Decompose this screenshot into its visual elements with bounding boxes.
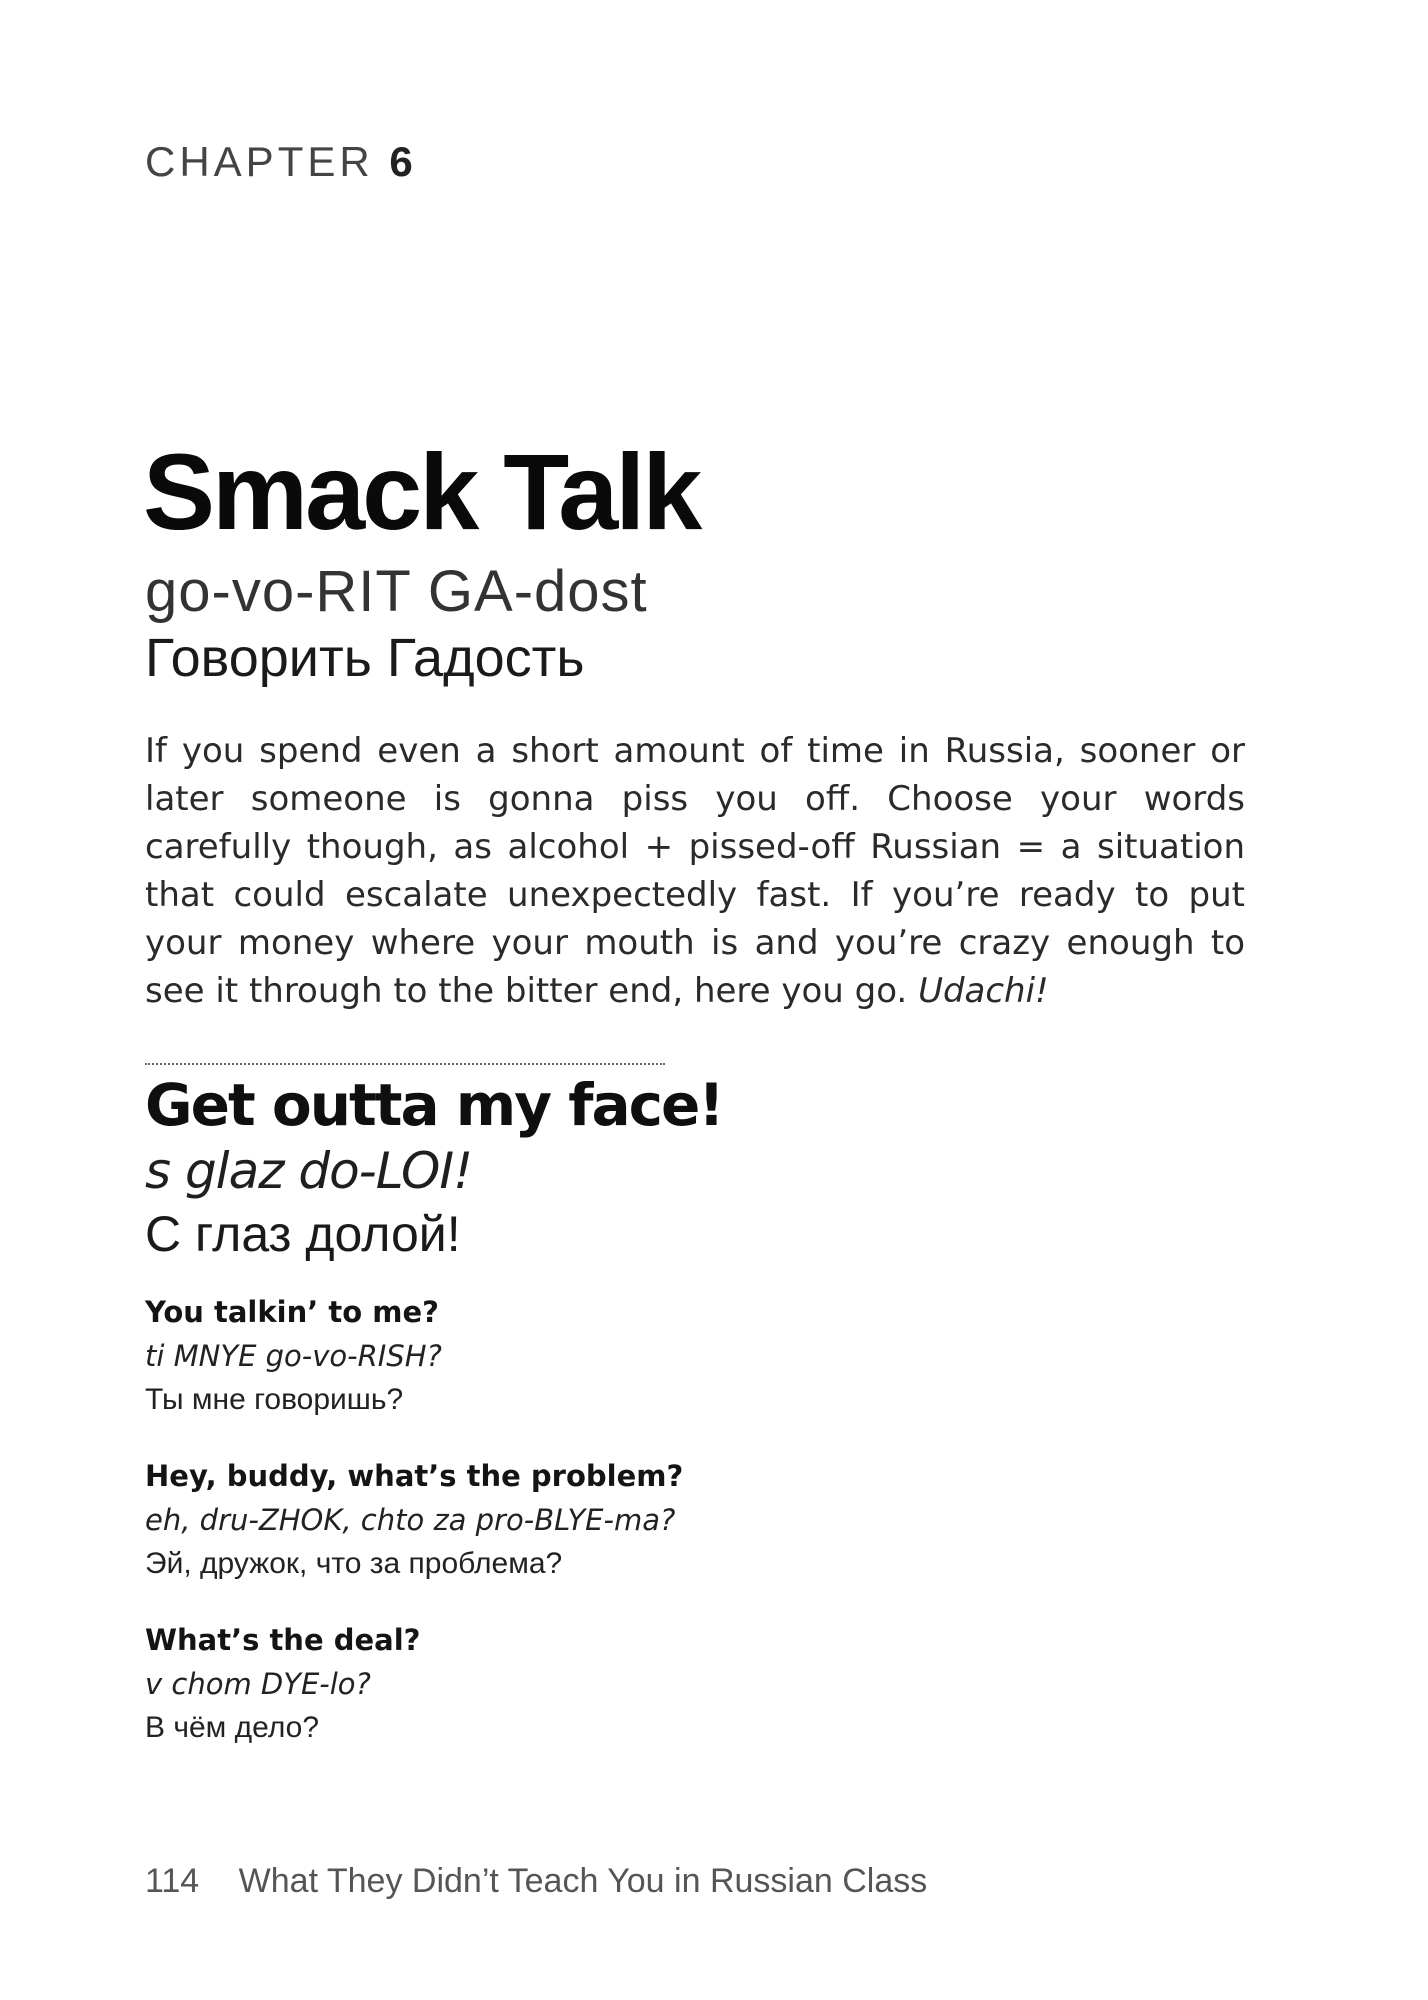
phrase-cyrillic: В чём дело? <box>145 1711 320 1744</box>
phrase-entry <box>145 1618 1045 1750</box>
phrase-english: You talkin’ to me? <box>145 1295 439 1329</box>
chapter-number: 6 <box>389 138 413 185</box>
chapter-cyrillic: Говорить Гадость <box>145 628 585 688</box>
phrase-cyrillic: Ты мне говоришь? <box>145 1383 404 1416</box>
section-title: Get outta my face! <box>145 1071 723 1139</box>
phrase-transliteration: ti MNYE go-vo-RISH? <box>145 1339 442 1373</box>
chapter-label <box>145 138 413 186</box>
section-transliteration: s glaz do-LOI! <box>145 1142 473 1200</box>
phrase-entry <box>145 1454 1045 1586</box>
phrase-cyrillic: Эй, дружок, что за проблема? <box>145 1547 563 1580</box>
chapter-title: Smack Talk <box>143 431 700 552</box>
intro-text: If you spend even a short amount of time in Russia, sooner or later someone is gonna piss you off. Choose your words carefully though, as alcohol + pissed-off Russian = a situation that could escalate unexpectedly fast. If you’re ready to put your money where your mouth is and you’re crazy enough to see it through to the bitter end, here you go. <box>145 731 1245 1011</box>
phrase-transliteration: eh, dru-ZHOK, chto za pro-BLYE-ma? <box>145 1503 676 1537</box>
phrase-english: Hey, buddy, what’s the problem? <box>145 1459 684 1493</box>
intro-paragraph <box>145 727 1245 1015</box>
chapter-label-text: CHAPTER <box>145 138 374 185</box>
chapter-transliteration: go-vo-RIT GA-dost <box>145 559 648 624</box>
intro-closing: Udachi! <box>918 971 1049 1011</box>
page-number: 114 <box>145 1862 200 1900</box>
phrase-entry <box>145 1290 1045 1422</box>
book-title: What They Didn’t Teach You in Russian Class <box>238 1862 928 1900</box>
page-footer <box>145 1862 927 1901</box>
section-cyrillic: С глаз долой! <box>145 1206 461 1262</box>
phrase-transliteration: v chom DYE-lo? <box>145 1667 371 1701</box>
section-divider <box>145 1063 665 1065</box>
phrase-english: What’s the deal? <box>145 1623 421 1657</box>
phrase-list <box>145 1290 1045 1782</box>
